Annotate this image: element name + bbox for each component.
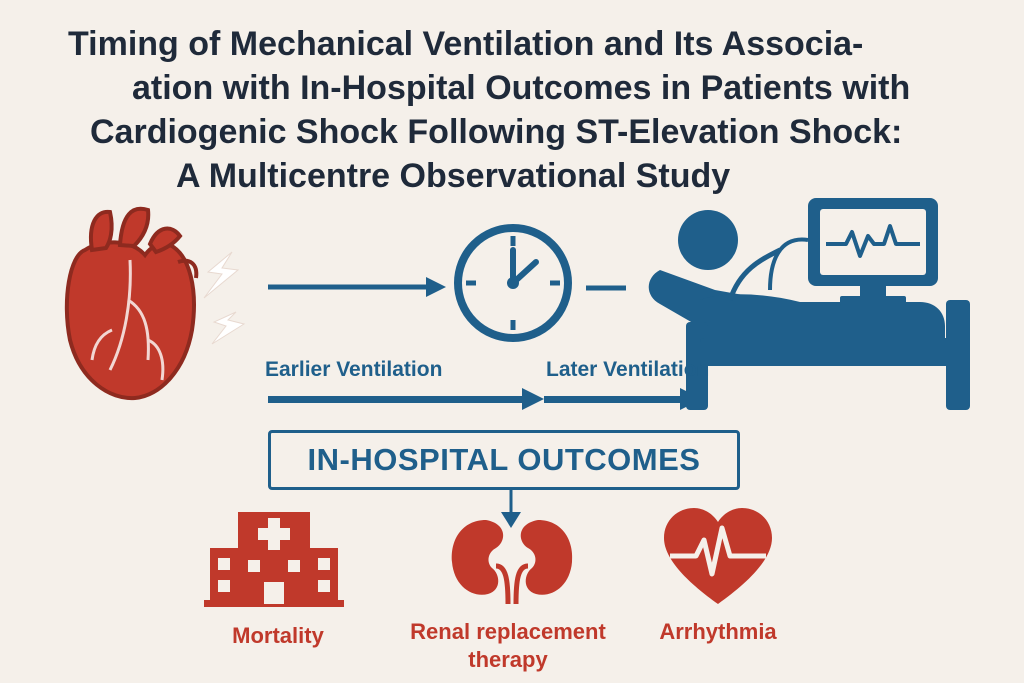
outcome-label-line1: Mortality: [232, 623, 324, 648]
anatomical-heart-icon: [67, 209, 196, 398]
outcome-arrhythmia-label: [648, 618, 788, 646]
heart-ecg-icon: [664, 508, 772, 604]
outcome-label-line2: therapy: [468, 647, 548, 672]
down-arrow: [501, 490, 521, 528]
title-line-1: Timing of Mechanical Ventilation and Its Associa-: [68, 25, 864, 63]
title-line-3: Cardiogenic Shock Following ST-Elevation Shock:: [90, 113, 903, 151]
earlier-ventilation-label: Earlier Ventilation: [265, 358, 443, 381]
outcomes-heading-box: [268, 430, 740, 490]
earlier-ventilation-arrow: [268, 388, 544, 410]
title-line-2: ation with In-Hospital Outcomes in Patients with: [132, 69, 911, 107]
lightning-icon: [204, 252, 244, 344]
outcomes-heading: IN-HOSPITAL OUTCOMES: [307, 442, 701, 477]
monitor-icon: [770, 198, 938, 306]
outcome-mortality-label: [208, 622, 348, 650]
later-ventilation-label: Later Ventilation: [546, 358, 710, 381]
title-line-4: A Multicentre Observational Study: [176, 157, 731, 195]
hospital-icon: [204, 512, 344, 607]
kidneys-icon: [452, 520, 572, 604]
later-ventilation-arrow: [544, 388, 702, 410]
arrow-to-clock: [268, 277, 446, 297]
outcome-label-line1: Arrhythmia: [659, 619, 777, 644]
clock-icon: [458, 228, 568, 338]
outcome-label-line1: Renal replacement: [410, 619, 606, 644]
outcome-renal-label: [388, 618, 628, 674]
